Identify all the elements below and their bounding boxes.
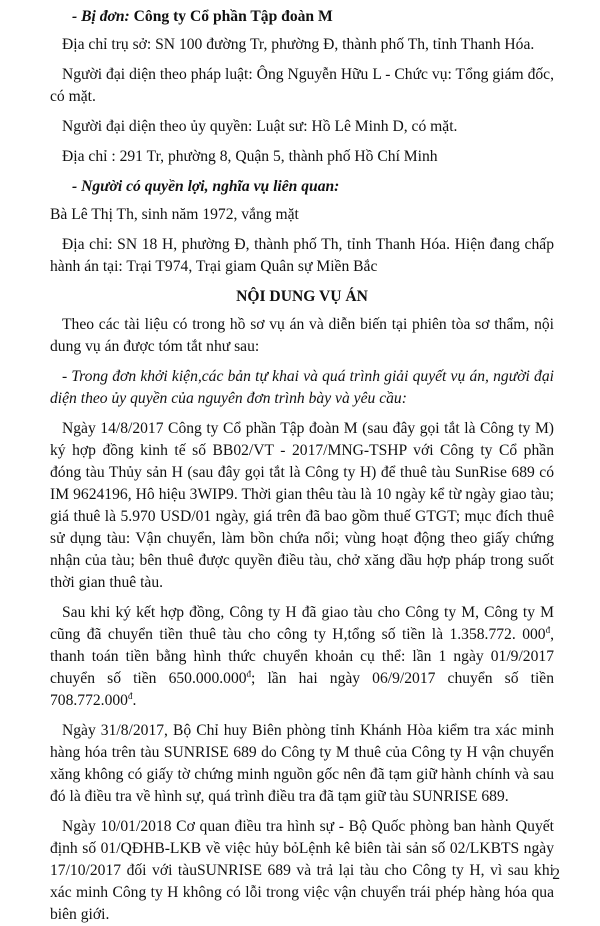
case-paragraph-decision: Ngày 10/01/2018 Cơ quan điều tra hình sự - Bộ Quốc phòng ban hành Quyết định số 01/QĐHB-LKB về việc hủy bỏLệnh kê biên tài sản số 02/LKBTS ngày 17/10/2017 đối với tàuSUNRISE 689 và trả lại tàu cho Công ty H, vì sau khi xác minh Công ty H không có lỗi trong việc vận chuyển trái phép hàng hóa qua biên giới. <box>50 818 554 923</box>
defendant-heading <box>50 6 554 28</box>
page-number: 2 <box>552 866 560 883</box>
case-title: NỘI DUNG VỤ ÁN <box>236 288 368 305</box>
case-intro: - Trong đơn khởi kiện,các bản tự khai và quá trình giải quyết vụ án, người đại diện theo ủy quyền của nguyên đơn trình bày và yêu cầu: <box>50 368 554 407</box>
defendant-legal-rep: Người đại diện theo pháp luật: Ông Nguyễn Hữu L - Chức vụ: Tổng giám đốc, có mặt. <box>50 66 554 105</box>
defendant-rep-address: Địa chỉ : 291 Tr, phường 8, Quận 5, thành phố Hồ Chí Minh <box>62 148 438 165</box>
related-party-heading: - Người có quyền lợi, nghĩa vụ liên quan: <box>72 178 340 195</box>
payment-text-d: . <box>132 692 137 709</box>
case-paragraph-payment <box>50 602 554 712</box>
currency-mark: đ <box>127 690 133 701</box>
payment-text-b: , thanh toán tiền bằng hình thức chuyển khoản cụ thể: lần 1 ngày 01/9/2017 chuyển số tiền 650.000.000 <box>50 626 554 687</box>
related-party-address: Địa chỉ: SN 18 H, phường Đ, thành phố Th, tỉnh Thanh Hóa. Hiện đang chấp hành án tại: Trại T974, Trại giam Quân sự Miền Bắc <box>50 236 554 275</box>
case-paragraph-inspection: Ngày 31/8/2017, Bộ Chỉ huy Biên phòng tỉnh Khánh Hòa kiểm tra xác minh hàng hóa trên tàu SUNRISE 689 do Công ty M thuê của Công ty H vận chuyển xăng không có giấy tờ chứng minh nguồn gốc nên đã tạm giữ hành chính và sau đó là điều tra về hình sự, quá trình điều tra đã tạm giữ tàu SUNRISE 689. <box>50 722 554 805</box>
case-paragraph-contract: Ngày 14/8/2017 Công ty Cổ phần Tập đoàn M (sau đây gọi tắt là Công ty M) ký hợp đồng kinh tế số BB02/VT - 2017/MNG-TSHP với Công ty Cổ phần đóng tàu Thủy sản H (sau đây gọi tắt là Công ty H) để thuê tàu SunRise 689 có IM 9624196, Hô hiệu 3WIP9. Thời gian thêu tàu là 10 ngày kể từ ngày giao tàu; giá thuê là 5.970 USD/01 ngày, giá trên đã bao gồm thuế GTGT; mục đích thuê sử dụng tàu: Vận chuyển, làm bồn chứa nổi; vùng hoạt động theo giấy chứng nhận của tàu; bên thuê được quyền điều tàu, chở xăng dầu hợp pháp trong suốt thời gian thuê tàu. <box>50 420 554 591</box>
payment-text-c: ; lần hai ngày 06/9/2017 chuyển số tiền 708.772.000 <box>50 670 554 709</box>
defendant-authorized-rep: Người đại diện theo ủy quyền: Luật sư: Hồ Lê Minh D, có mặt. <box>62 118 458 135</box>
currency-mark: đ <box>545 624 551 635</box>
currency-mark: đ <box>246 668 252 679</box>
case-lead: Theo các tài liệu có trong hồ sơ vụ án và diễn biến tại phiên tòa sơ thẩm, nội dung vụ án được tóm tắt như sau: <box>50 316 554 355</box>
defendant-address: Địa chỉ trụ sở: SN 100 đường Tr, phường Đ, thành phố Th, tỉnh Thanh Hóa. <box>62 36 535 53</box>
related-party-name: Bà Lê Thị Th, sinh năm 1972, vắng mặt <box>50 206 299 223</box>
defendant-role: - Bị đơn: <box>72 8 130 25</box>
defendant-name: Công ty Cổ phần Tập đoàn M <box>133 8 333 25</box>
payment-text-a: Sau khi ký kết hợp đồng, Công ty H đã giao tàu cho Công ty M, Công ty M cũng đã chuyển tiền thuê tàu cho công ty H,tổng số tiền là 1.358.772. 000 <box>50 604 554 643</box>
